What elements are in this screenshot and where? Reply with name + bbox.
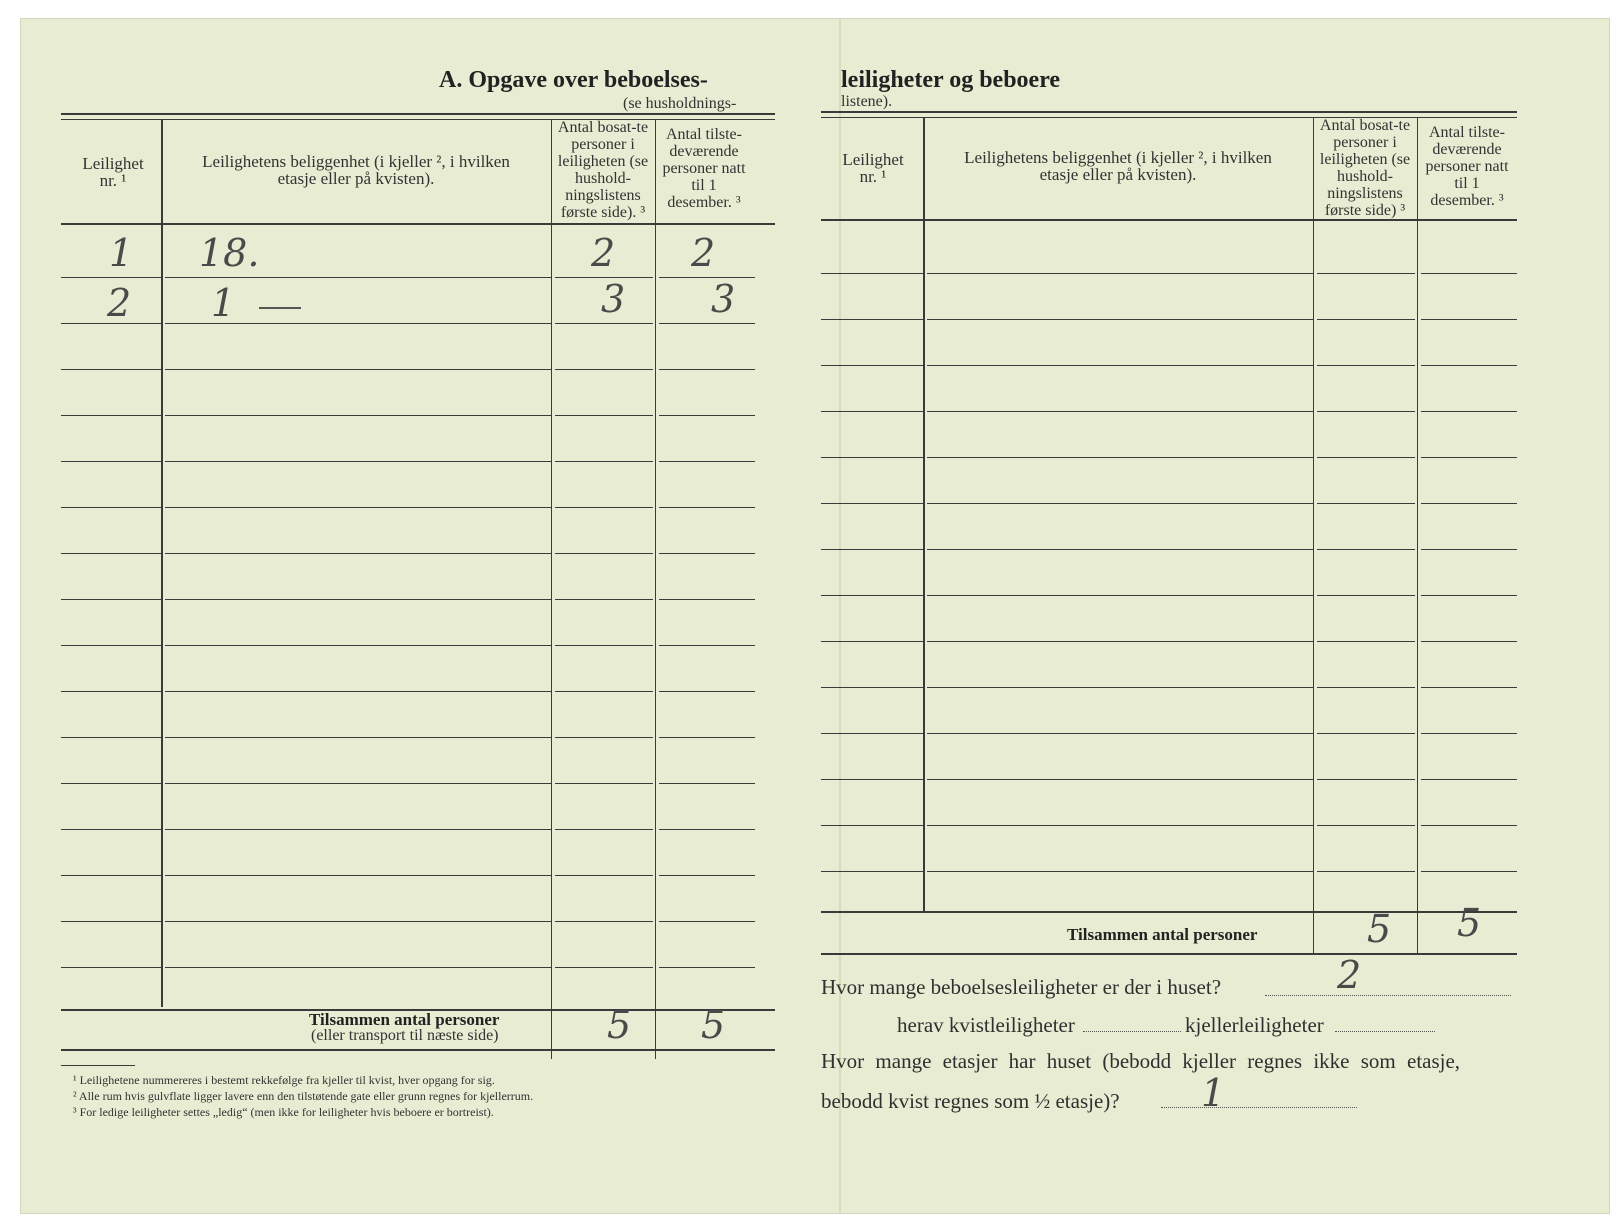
left-row1-location: 18. [199,231,260,275]
left-row2-residents: 3 [601,277,626,321]
footnote-3: ³ For ledige leiligheter settes „ledig“ (men ikke for leiligheter hvis beboere er bortreist). [73,1105,494,1119]
right-col-line-2 [1313,117,1314,953]
question-floors-line2: bebodd kvist regnes som ½ etasje)? [821,1089,1120,1113]
right-col-line-3 [1417,117,1418,953]
left-header-rule [61,223,775,225]
left-top-rule-2 [61,119,775,120]
answer-apartments: 2 [1337,953,1362,997]
left-row1-present: 2 [691,231,716,275]
left-title: A. Opgave over beboelses- [439,67,708,93]
right-col-line-1 [923,117,925,911]
right-subtitle: listene). [841,93,893,110]
right-header-rule [821,219,1517,221]
left-row2-nr: 2 [107,281,132,325]
footnote-rule [61,1065,135,1066]
left-total-label: Tilsammen antal personer [309,1010,500,1029]
left-col-line-2 [551,119,552,1059]
right-top-rule [821,111,1517,113]
left-total-residents: 5 [607,1003,632,1047]
left-row2-location-dash [259,307,301,309]
left-header-present: Antal tilste-deværende personer natt til 1 desember. ³ [662,126,746,211]
question-floors-line1: Hvor mange etasjer har huset (bebodd kjeller regnes ikke som etasje, [821,1049,1461,1073]
right-total-residents: 5 [1367,907,1392,951]
left-col-line-3 [655,119,656,1059]
left-row2-location: 1 [211,281,236,325]
right-header-residents: Antal bosat-te personer i leiligheten (se hushold-ningslistens første side) ³ [1319,117,1411,219]
left-subtitle: (se husholdnings- [623,95,737,112]
question-apartments-line [1265,995,1511,996]
right-total-label: Tilsammen antal personer [1067,925,1258,944]
question-basement-apartments: kjellerleiligheter [1185,1013,1324,1037]
left-col-line-1 [161,119,163,1007]
footnote-2: ² Alle rum hvis gulvflate ligger lavere enn den tilstøtende gate eller grunn regnes for kjellerrum. [73,1089,534,1103]
census-form-sheet [20,18,1610,1214]
left-row1-residents: 2 [591,231,616,275]
right-total-top-rule [821,911,1517,913]
page-fold [839,19,841,1213]
footnote-1: ¹ Leilighetene nummereres i bestemt rekkefølge fra kjeller til kvist, hver opgang for sig. [73,1073,495,1087]
left-row1-nr: 1 [109,231,134,275]
floors-line [1161,1107,1357,1108]
basement-apartments-line [1335,1031,1435,1032]
right-title: leiligheter og beboere [841,67,1061,93]
left-total-sublabel: (eller transport til næste side) [311,1027,499,1044]
right-header-location: Leilighetens beliggenhet (i kjeller ², i hvilken etasje eller på kvisten). [964,148,1272,184]
left-row2-present: 3 [711,277,736,321]
right-header-nr: Leilighet nr. ¹ [842,150,904,186]
right-header-present: Antal tilste-deværende personer natt til 1 desember. ³ [1425,124,1509,209]
question-attic-apartments: herav kvistleiligheter [897,1013,1075,1037]
answer-floors: 1 [1201,1071,1226,1115]
right-total-present: 5 [1457,901,1482,945]
attic-apartments-line [1083,1031,1181,1032]
left-total-bottom-rule [61,1049,775,1051]
left-total-present: 5 [701,1003,726,1047]
left-header-residents: Antal bosat-te personer i leiligheten (se hushold-ningslistens første side). ³ [557,119,649,221]
question-apartments: Hvor mange beboelsesleiligheter er der i huset? [821,975,1222,999]
left-header-nr: Leilighet nr. ¹ [82,154,144,190]
left-top-rule [61,113,775,115]
right-total-bottom-rule [821,953,1517,955]
left-header-location: Leilighetens beliggenhet (i kjeller ², i hvilken etasje eller på kvisten). [202,152,510,188]
